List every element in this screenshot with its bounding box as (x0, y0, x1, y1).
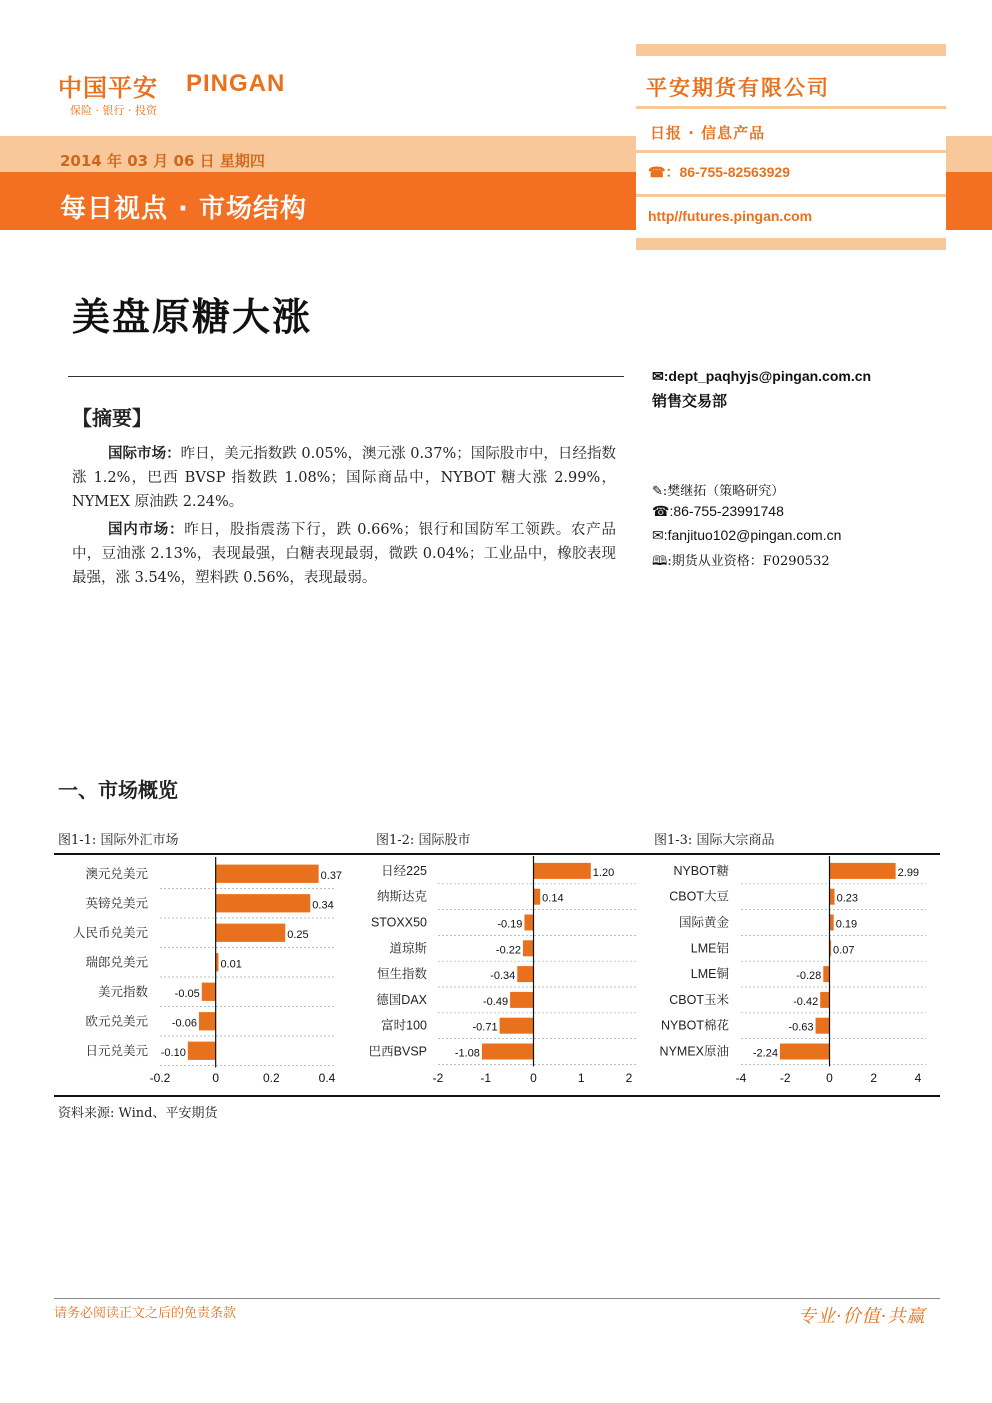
tick-label: 0 (530, 1071, 537, 1085)
tick-label: 0 (826, 1071, 833, 1085)
tick-label: 2 (870, 1071, 878, 1085)
bar (823, 966, 829, 982)
category-label: 美元指数 (97, 984, 148, 999)
data-label: -0.22 (495, 944, 521, 957)
category-label: 英镑兑美元 (85, 896, 148, 911)
info-box-top-bar (636, 44, 946, 56)
disclaimer-note[interactable]: 请务必阅读正文之后的免责条款 (54, 1306, 237, 1321)
data-label: 0.37 (320, 869, 343, 882)
category-label: 瑞郎兑美元 (85, 955, 148, 970)
data-label: 0.34 (312, 899, 334, 912)
data-label: -0.19 (497, 918, 523, 931)
chart-fx (73, 857, 342, 1085)
bar (202, 983, 216, 1001)
category-label: 澳元兑美元 (85, 866, 148, 881)
chart-commodities (660, 856, 926, 1085)
report-date: 2014 年 03 月 06 日 星期四 (60, 152, 265, 170)
category-label: 人民币兑美元 (72, 925, 148, 940)
category-label: CBOT玉米 (669, 992, 729, 1007)
tick-label: -2 (779, 1071, 791, 1085)
bar (216, 894, 311, 912)
analyst-license: 🕮:期货从业资格：F0290532 (652, 554, 830, 569)
chart-bottom-rule (54, 1095, 940, 1097)
category-label: 日元兑美元 (85, 1043, 148, 1058)
category-label: 欧元兑美元 (85, 1014, 148, 1029)
analyst-email[interactable]: ✉:fanjituo102@pingan.com.cn (652, 527, 842, 543)
data-label: -1.08 (454, 1047, 480, 1060)
category-label: STOXX50 (370, 915, 427, 930)
data-label: -0.63 (788, 1021, 814, 1034)
chart-title-commodities: 图1-3: 国际大宗商品 (654, 833, 775, 848)
summary-domestic (72, 518, 616, 590)
report-title: 美盘原糖大涨 (72, 295, 313, 339)
company-url[interactable]: http//futures.pingan.com (648, 208, 813, 224)
category-label: 恒生指数 (376, 967, 427, 982)
section-title: 一、市场概览 (58, 778, 178, 802)
data-label: 0.19 (835, 918, 858, 931)
analyst-name: ✎:樊继拓（策略研究） (652, 484, 785, 499)
data-label: -2.24 (752, 1047, 778, 1060)
data-label: -0.10 (160, 1046, 186, 1059)
bar (830, 915, 834, 931)
logo-tagline: 保险 · 银行 · 投资 (70, 104, 157, 117)
summary-domestic-label: 国内市场： (108, 522, 185, 538)
category-label: 纳斯达克 (376, 889, 427, 904)
company-phone: ☎：86-755-82563929 (648, 164, 790, 180)
summary-international (72, 442, 616, 514)
info-box-bottom-bar (636, 238, 946, 250)
header-band-right-light (946, 136, 992, 172)
tick-label: 2 (625, 1071, 633, 1085)
footer-motto: 专业·价值·共赢 (798, 1306, 926, 1327)
data-label: -0.05 (174, 987, 200, 1000)
summary-heading: 【摘要】 (72, 406, 152, 430)
data-label: 0.23 (836, 892, 859, 905)
tick-label: -1 (480, 1071, 492, 1085)
bar (534, 863, 591, 879)
bar (510, 992, 533, 1008)
tick-label: -0.2 (149, 1071, 171, 1085)
category-label: NYBOT棉花 (660, 1018, 729, 1033)
footer-rule (54, 1298, 940, 1299)
data-label: 0.07 (833, 944, 855, 957)
bar (500, 1018, 534, 1034)
data-label: 2.99 (897, 866, 920, 879)
info-divider (636, 106, 946, 109)
category-label: LME铜 (690, 967, 729, 982)
category-label: CBOT大豆 (669, 889, 729, 904)
header-band-right-orange (946, 172, 992, 230)
data-label: -0.42 (793, 995, 819, 1008)
data-source: 资料来源: Wind、平安期货 (58, 1106, 218, 1121)
data-label: -0.34 (490, 970, 516, 983)
category-label: 国际黄金 (678, 915, 729, 930)
tick-label: -4 (735, 1071, 747, 1085)
summary-domestic-text: 昨日，股指震荡下行，跌 0.66%；银行和国防军工领跌。农产品中，豆油涨 2.13%，表现最强，白糖表现最弱，微跌 0.04%；工业品中，橡胶表现最强，涨 3.54%，塑料跌 0.56%，表现最弱。 (72, 522, 617, 586)
data-label: -0.06 (171, 1017, 197, 1030)
bar (816, 1018, 830, 1034)
category-label: NYMEX原油 (659, 1044, 729, 1059)
bar (523, 940, 534, 956)
dept-email[interactable]: ✉:dept_paqhyjs@pingan.com.cn (652, 368, 872, 384)
tick-label: 0.4 (318, 1071, 336, 1085)
dept-name: 销售交易部 (652, 392, 728, 410)
bar (524, 915, 533, 931)
bar (517, 966, 533, 982)
data-label: 0.14 (542, 892, 564, 905)
report-slogan: 每日视点 · 市场结构 (60, 194, 307, 224)
data-label: -0.28 (796, 970, 822, 983)
bar (830, 889, 835, 905)
analyst-phone: ☎:86-755-23991748 (652, 503, 784, 519)
charts-area (0, 855, 992, 1095)
bar (199, 1012, 216, 1030)
category-label: LME铝 (690, 941, 729, 956)
category-label: 道琼斯 (389, 941, 427, 956)
category-label: 巴西BVSP (368, 1044, 427, 1059)
category-label: NYBOT糖 (673, 863, 729, 878)
tick-label: 1 (577, 1071, 585, 1085)
report-type: 日报 · 信息产品 (650, 124, 766, 142)
company-name: 平安期货有限公司 (646, 75, 830, 100)
bar (534, 889, 541, 905)
data-label: -0.49 (483, 995, 509, 1008)
bar (780, 1044, 830, 1060)
bar (216, 924, 286, 942)
tick-label: 0 (212, 1071, 220, 1085)
data-label: -0.71 (472, 1021, 498, 1034)
data-label: 0.01 (220, 958, 242, 971)
data-label: 1.20 (592, 866, 615, 879)
logo-en: PINGAN (186, 70, 286, 97)
summary-international-text: 昨日，美元指数跌 0.05%，澳元涨 0.37%；国际股市中，日经指数涨 1.2%，巴西 BVSP 指数跌 1.08%；国际商品中，NYBOT 糖大涨 2.99%，NYMEX 原油跌 2.24%。 (72, 446, 616, 510)
bar (482, 1044, 534, 1060)
logo-cn: 中国平安 (58, 74, 158, 102)
info-divider (636, 150, 946, 153)
chart-title-stocks: 图1-2: 国际股市 (376, 833, 471, 848)
company-info-box (636, 44, 946, 250)
data-label: 0.25 (287, 928, 309, 941)
summary-international-label: 国际市场： (108, 446, 181, 462)
title-rule (68, 376, 624, 377)
bar (188, 1042, 216, 1060)
tick-label: -2 (432, 1071, 444, 1085)
category-label: 富时100 (381, 1018, 427, 1033)
info-divider (636, 194, 946, 197)
category-label: 日经225 (381, 863, 427, 878)
tick-label: 4 (914, 1071, 922, 1085)
bar (820, 992, 829, 1008)
chart-stocks (369, 856, 637, 1085)
bar (830, 863, 896, 879)
category-label: 德国DAX (376, 992, 427, 1007)
tick-label: 0.2 (262, 1071, 280, 1085)
chart-title-fx: 图1-1: 国际外汇市场 (58, 833, 179, 848)
bar (216, 865, 319, 883)
